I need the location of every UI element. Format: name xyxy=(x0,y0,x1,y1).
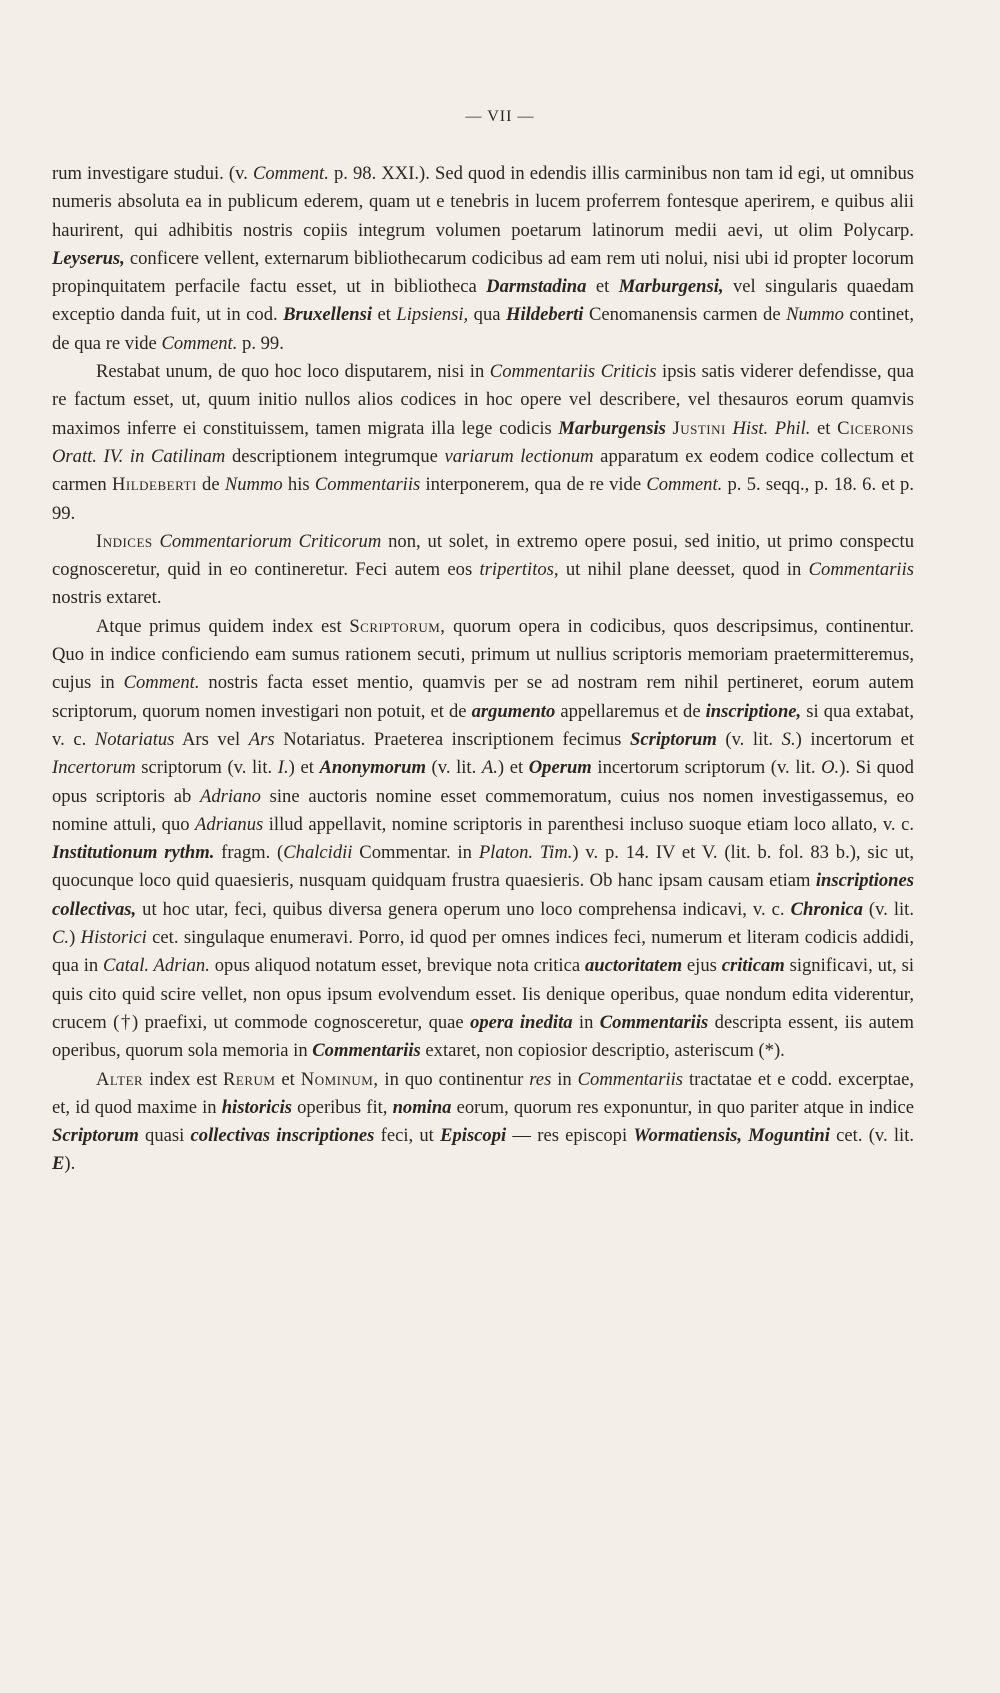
paragraph xyxy=(52,528,914,613)
text-run: Marburgensi, xyxy=(618,276,724,298)
text-run: Chronica xyxy=(790,898,863,920)
text-run: Notariatus xyxy=(94,728,175,750)
text-run: apparatum ex eodem codice collectum et carmen xyxy=(52,445,914,496)
text-run: vel singularis quaedam exceptio danda fuit, ut in cod. xyxy=(52,276,915,326)
text-run: descriptionem integrumque xyxy=(225,445,445,467)
text-run: ). Si quod opus scriptoris ab xyxy=(52,757,914,807)
text-run: quorum opera in codicibus, quos descripsimus, continentur. Quo in indice conficiendo eam sumus rationem secuti, primum ut nullius scriptoris memoriam praetermitteremus, cujus in xyxy=(52,615,914,694)
page-number: — VII — xyxy=(465,108,535,125)
text-run: Adrianus xyxy=(195,813,264,835)
text-run: ) incertorum et xyxy=(795,728,915,750)
text-run: Darmstadina xyxy=(486,276,587,298)
text-run: Cenomanensis carmen de xyxy=(583,304,787,326)
text-run: Episcopi xyxy=(440,1125,507,1147)
text-run: p. 99. xyxy=(237,332,284,354)
text-run: auctoritatem xyxy=(584,955,683,977)
text-run: Lipsiensi, xyxy=(396,304,469,326)
text-run: Restabat unum, de quo hoc loco disputarem, nisi in xyxy=(96,361,490,383)
text-run: Commentariis xyxy=(577,1068,684,1090)
text-run: appellaremus et de xyxy=(555,700,706,722)
text-run: et xyxy=(372,304,397,326)
text-run: Scriptorum xyxy=(52,1125,139,1147)
text-run: (v. lit. xyxy=(425,757,482,779)
text-run: Bruxellensi xyxy=(283,304,372,326)
paragraph xyxy=(52,160,914,358)
text-run: Operum xyxy=(528,757,592,779)
text-run: feci, ut xyxy=(374,1125,441,1147)
text-run: operibus fit, xyxy=(291,1096,393,1118)
text-run: Marburgensis xyxy=(558,417,666,439)
text-run: I. xyxy=(277,757,289,779)
text-run: Atque primus quidem index est xyxy=(96,615,350,637)
text-run: fragm. ( xyxy=(214,842,284,864)
text-run: index est xyxy=(143,1068,224,1090)
text-run: Commentariis xyxy=(808,559,914,581)
text-run: Nominum, xyxy=(300,1068,379,1090)
text-run: Indices xyxy=(96,530,153,552)
text-run: historicis xyxy=(221,1096,292,1118)
text-run: Incertorum xyxy=(52,757,136,779)
text-run: Justini xyxy=(672,417,726,439)
text-run: ejus xyxy=(682,955,722,977)
text-run: Comment. xyxy=(161,332,238,354)
text-run: Leyserus, xyxy=(52,247,125,269)
text-run: ) et xyxy=(288,757,320,779)
text-run: Anonymorum xyxy=(319,757,426,779)
text-run: Ciceronis xyxy=(837,417,914,439)
paragraph xyxy=(52,358,914,528)
text-run: nostris extaret. xyxy=(52,587,162,609)
text-run: Scriptorum xyxy=(629,728,717,750)
text-run: de xyxy=(196,474,225,496)
text-run: Rerum xyxy=(223,1068,276,1090)
text-run: A. xyxy=(481,757,498,779)
text-run xyxy=(666,418,673,439)
text-run: ) xyxy=(69,927,81,949)
text-run: descripta essent, iis autem operibus, quorum sola memoria in xyxy=(52,1011,914,1062)
text-run: Adriano xyxy=(200,785,261,807)
text-run: eorum, quorum res exponuntur, in quo pariter atque in indice xyxy=(451,1096,915,1118)
text-run: argumento xyxy=(471,700,556,722)
text-run: in quo continentur xyxy=(378,1068,530,1090)
text-run: Notariatus. Praeterea inscriptionem fecimus xyxy=(274,728,630,750)
text-run: Commentariis xyxy=(314,474,421,496)
text-run: Platon. Tim. xyxy=(478,842,573,864)
text-run: Comment. xyxy=(646,474,723,496)
text-run: collectivas inscriptiones xyxy=(190,1125,375,1147)
text-run: ut hoc utar, feci, quibus diversa genera operum uno loco comprehensa indicavi, v. c. xyxy=(136,898,791,920)
text-run: cet. (v. lit. xyxy=(829,1125,915,1147)
text-run: opus aliquod notatum esset, brevique nota critica xyxy=(209,955,585,977)
text-run: Ars vel xyxy=(174,728,249,750)
text-run: Scriptorum, xyxy=(349,615,446,637)
text-run: et xyxy=(586,276,619,298)
text-run: O. xyxy=(821,757,840,779)
text-run: ). xyxy=(64,1153,76,1175)
text-run: Institutionum rythm. xyxy=(52,842,215,864)
text-run: Hildeberti xyxy=(506,304,584,326)
text-run: Ars xyxy=(248,728,275,750)
text-run: (v. lit. xyxy=(862,898,914,920)
text-run: incertorum scriptorum (v. lit. xyxy=(591,757,822,779)
text-run: Oratt. IV. in Catilinam xyxy=(52,445,226,467)
text-run xyxy=(153,531,160,552)
text-run: significavi, ut, si quis cito quid scire vellet, non opus ipsum evolvendum esset. Iis denique operibus, quae nondum edita viderentur, crucem (†) praefixi, ut commode cognosceretur, quae xyxy=(52,955,914,1033)
text-run: tripertitos, xyxy=(479,559,559,581)
text-run: criticam xyxy=(721,955,785,977)
body-text xyxy=(52,160,914,1179)
text-run: variarum lectionum xyxy=(444,445,594,467)
text-run: (v. lit. xyxy=(716,728,782,750)
text-run: p. 5. seqq., p. 18. 6. et p. 99. xyxy=(52,474,914,524)
text-run: si qua extabat, v. c. xyxy=(52,700,914,750)
text-run: nomina xyxy=(392,1096,452,1118)
text-run: in xyxy=(551,1068,578,1090)
text-run: Hist. Phil. xyxy=(732,417,811,439)
text-run: rum investigare studui. (v. xyxy=(52,163,253,184)
text-run: Catal. Adrian. xyxy=(103,955,210,977)
text-run: sine auctoris nomine esset commemoratum, cuius nos nomen investigassemus, eo nomine attuli, quo xyxy=(52,785,914,835)
text-run: Hildeberti xyxy=(111,474,197,496)
text-run: C. xyxy=(52,927,70,949)
text-run: E xyxy=(52,1153,65,1175)
text-run: in xyxy=(572,1011,600,1033)
paragraph xyxy=(52,613,914,1066)
text-run: Alter xyxy=(96,1068,144,1090)
text-run: nostris facta esset mentio, quamvis per se ad nostram rem nihil pertineret, eorum autem scriptorum, quorum nomen investigari non potuit, et de xyxy=(52,672,914,722)
text-run: extaret, non copiosior descriptio, asteriscum (*). xyxy=(420,1040,785,1062)
text-run: conficere vellent, externarum bibliothecarum codicibus ad eam rem uti nolui, nisi ubi id propter locorum propinquitatem perfacile factu esset, ut in bibliotheca xyxy=(52,247,914,298)
text-run: et xyxy=(275,1068,301,1090)
text-run: ipsis satis viderer defendisse, qua re factum esset, ut, quum initio nullos alios codices in hoc opere vel describere, vel thesauros eorum quamvis maximos inferre ei constituissem, tamen migrata illa lege codicis xyxy=(52,361,914,439)
text-run: continet, de qua re vide xyxy=(52,304,914,354)
text-run: cet. singulaque enumeravi. Porro, id quod per omnes indices feci, numerum et literam codicis addidi, qua in xyxy=(52,927,914,977)
text-run: res xyxy=(529,1068,552,1090)
text-run: Commentariis xyxy=(599,1011,709,1033)
text-run: opera inedita xyxy=(470,1011,573,1033)
paragraph xyxy=(52,1066,914,1179)
text-run: ) et xyxy=(497,757,529,779)
text-run: Commentariorum Criticorum xyxy=(159,530,382,552)
text-run: — res episcopi xyxy=(506,1125,634,1147)
text-run: Comment. xyxy=(252,163,329,184)
text-run: S. xyxy=(781,728,796,750)
text-run: ut nihil plane deesset, quod in xyxy=(558,559,809,581)
text-run: Historici xyxy=(80,927,147,949)
text-run: interponerem, qua de re vide xyxy=(420,474,647,496)
text-run: tractatae et e codd. excerptae, et, id quod maxime in xyxy=(52,1068,914,1118)
text-run: scriptorum (v. lit. xyxy=(135,757,278,779)
text-run: inscriptiones collectivas, xyxy=(52,870,914,920)
text-run: qua xyxy=(468,304,506,326)
text-run: p. 98. XXI.). Sed quod in edendis illis carminibus non tam id egi, ut omnibus numeris absoluta ea in publicum ederem, quam ut e tenebris in lucem proferrem fontesque aperirem, e quibus alii haurirent, qui adhibitis nostris copiis integrum volumen poetarum latinorum medii aevi, ut olim Polycarp. xyxy=(52,163,915,241)
text-run: ) v. p. 14. IV et V. (lit. b. fol. 83 b.), sic ut, quocunque loco quid quaesieris, nusquam quidquam frustra quaesieris. Ob hanc ipsam causam etiam xyxy=(52,842,914,892)
text-run: inscriptione, xyxy=(705,700,802,722)
text-run: quasi xyxy=(138,1125,191,1147)
text-run: Nummo xyxy=(224,474,283,496)
text-run: Chalcidii xyxy=(283,842,353,864)
text-run: illud appellavit, nomine scriptoris in parenthesi incluso suoque etiam loco allato, v. c. xyxy=(263,813,914,835)
text-run: Comment. xyxy=(123,672,200,694)
text-run: Commentar. in xyxy=(352,842,479,864)
text-run: Commentariis xyxy=(312,1040,421,1062)
text-run: Wormatiensis, Moguntini xyxy=(633,1125,830,1147)
text-run: et xyxy=(810,417,838,439)
text-run: his xyxy=(282,474,315,496)
text-run: Nummo xyxy=(786,304,844,326)
text-run: non, ut solet, in extremo opere posui, sed initio, ut primo conspectu cognosceretur, quid in eo contineretur. Feci autem eos xyxy=(52,530,914,581)
text-run: Commentariis Criticis xyxy=(489,361,657,383)
